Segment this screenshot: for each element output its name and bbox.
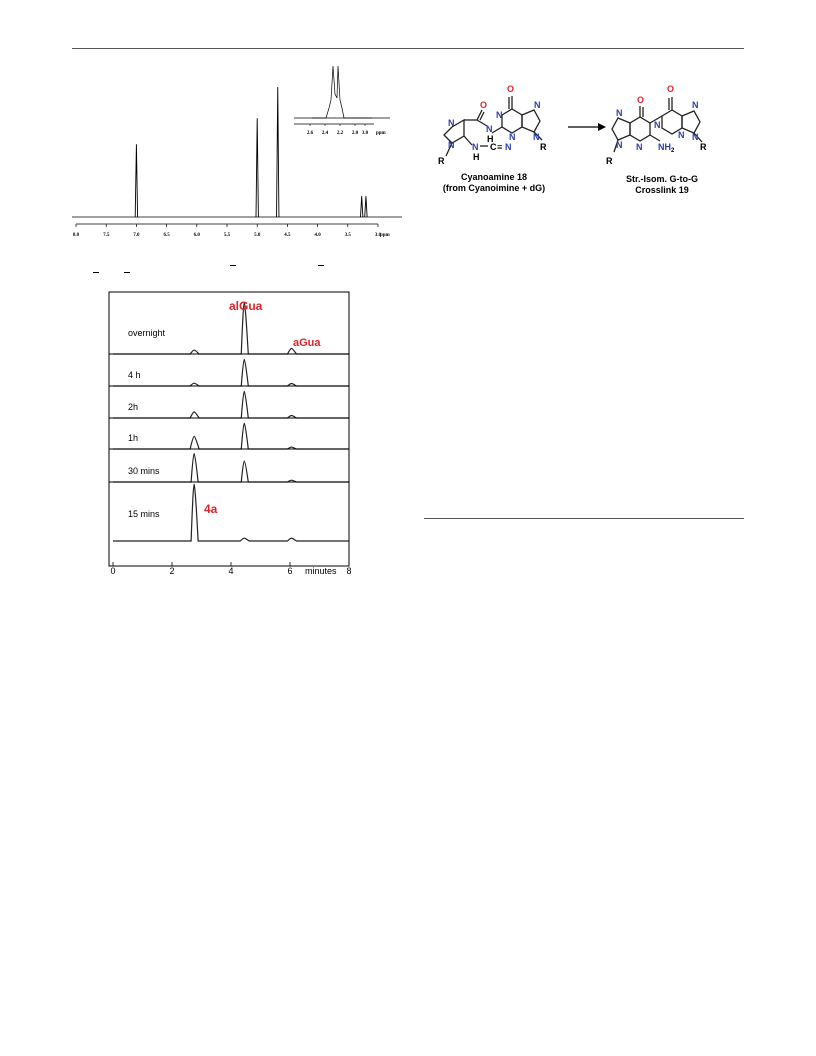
atom-H: H xyxy=(487,134,494,144)
nmr-peaks xyxy=(135,87,367,217)
atom-N: N xyxy=(616,140,623,150)
hplc-label-4a: 4a xyxy=(204,502,218,516)
atom-N: N xyxy=(616,108,623,118)
nmr-tick-label: 5.0 xyxy=(254,233,261,238)
nmr-inset-tick-label: 2.6 xyxy=(306,131,314,136)
nmr-axis-ticks xyxy=(73,224,382,238)
atom-N: N xyxy=(509,132,516,142)
nmr-tick-label: 6.0 xyxy=(193,233,200,238)
nmr-inset-ticks xyxy=(307,124,369,136)
atom-N: N xyxy=(448,118,455,128)
nmr-peak xyxy=(365,196,367,217)
hplc-tick-label: 6 xyxy=(287,566,293,576)
atom-H: H xyxy=(473,152,480,162)
cyanoamine-caption-origin: (from Cyanoimine + dG) xyxy=(442,183,546,193)
column-divider-rule xyxy=(424,518,744,519)
atom-N: N xyxy=(448,140,455,150)
atom-O: O xyxy=(667,84,675,94)
hplc-tick-label: 2 xyxy=(169,566,175,576)
nmr-inset-tick-label: 2.0 xyxy=(351,131,359,136)
reaction-arrowhead xyxy=(598,123,606,131)
nmr-peak xyxy=(256,118,258,217)
atom-NH2: $NH_2$ xyxy=(658,142,675,154)
nmr-inset-tick-label: 3.0 xyxy=(361,131,369,136)
atom-N: N xyxy=(472,142,479,152)
nmr-spectrum-figure xyxy=(72,60,402,240)
atom-R: R xyxy=(540,142,547,152)
hplc-trace-line xyxy=(113,423,349,449)
nmr-tick-label: 3.5 xyxy=(344,233,351,238)
nmr-tick-label: 7.5 xyxy=(103,233,110,238)
atom-N: N xyxy=(654,120,661,130)
hplc-trace-label: overnight xyxy=(128,328,166,338)
underline-mark xyxy=(93,272,99,273)
crosslink-caption-name: Str.-Isom. G-to-G xyxy=(626,174,698,184)
hplc-trace-label: 2h xyxy=(128,402,139,412)
nmr-inset-unit: ppm xyxy=(376,131,386,136)
nmr-tick-label: 5.5 xyxy=(223,233,231,238)
atom-R: R xyxy=(438,156,445,166)
hplc-tick-label: 0 xyxy=(110,566,116,576)
atom-N: N xyxy=(534,100,541,110)
atom-O: O xyxy=(507,84,515,94)
atom-triple-bond: ≡ xyxy=(497,142,503,152)
atom-R: R xyxy=(606,156,613,166)
atom-N: N xyxy=(692,100,699,110)
hplc-trace-label: 1h xyxy=(128,433,139,443)
underline-mark xyxy=(230,265,236,266)
nmr-inset-tick-label: 2.4 xyxy=(321,131,329,136)
reaction-scheme xyxy=(430,70,740,210)
hplc-trace-label: 30 mins xyxy=(128,466,160,476)
atom-R: R xyxy=(700,142,707,152)
nmr-tick-label: 6.5 xyxy=(163,233,170,238)
atom-O: O xyxy=(637,95,645,105)
nmr-tick-label: 4.0 xyxy=(314,233,321,238)
nmr-tick-label: 4.5 xyxy=(284,233,291,238)
nmr-peak xyxy=(277,87,279,217)
nmr-axis-unit: ppm xyxy=(380,233,390,238)
crosslink-caption-number: Crosslink 19 xyxy=(635,185,689,195)
nmr-inset xyxy=(294,66,390,136)
nmr-peak xyxy=(360,196,362,217)
underline-mark xyxy=(124,272,130,273)
atom-N: N xyxy=(678,130,685,140)
hplc-label-agua: aGua xyxy=(293,337,321,349)
atom-O: O xyxy=(480,100,488,110)
nmr-tick-label: 3.0 xyxy=(374,233,382,238)
atom-cyano-c: C xyxy=(490,142,497,152)
hplc-trace-label: 15 mins xyxy=(128,509,160,519)
atom-N: N xyxy=(636,142,643,152)
hplc-trace-label: 4 h xyxy=(128,370,141,380)
cyanoamine-caption-name: Cyanoamine 18 xyxy=(460,172,528,182)
hplc-trace-line xyxy=(113,359,349,386)
nmr-tick-label: 7.0 xyxy=(133,233,140,238)
nmr-inset-multiplet xyxy=(312,66,372,118)
underline-mark xyxy=(318,265,324,266)
atom-N: N xyxy=(496,110,503,120)
hplc-chromatogram-figure xyxy=(100,288,362,578)
hplc-tick-label: 4 xyxy=(228,566,234,576)
atom-N: N xyxy=(692,132,699,142)
hplc-label-algua: alGua xyxy=(229,299,263,313)
atom-N: N xyxy=(533,132,540,142)
nmr-peak xyxy=(135,144,137,217)
nmr-inset-tick-label: 2.2 xyxy=(336,131,344,136)
atom-N: N xyxy=(486,124,493,134)
hplc-axis-unit: minutes xyxy=(305,566,337,576)
nmr-tick-label: 8.0 xyxy=(72,233,80,238)
page-header-rule xyxy=(72,48,744,49)
hplc-trace-line xyxy=(113,391,349,418)
hplc-tick-label: 8 xyxy=(346,566,352,576)
atom-cyano-n: N xyxy=(505,142,512,152)
